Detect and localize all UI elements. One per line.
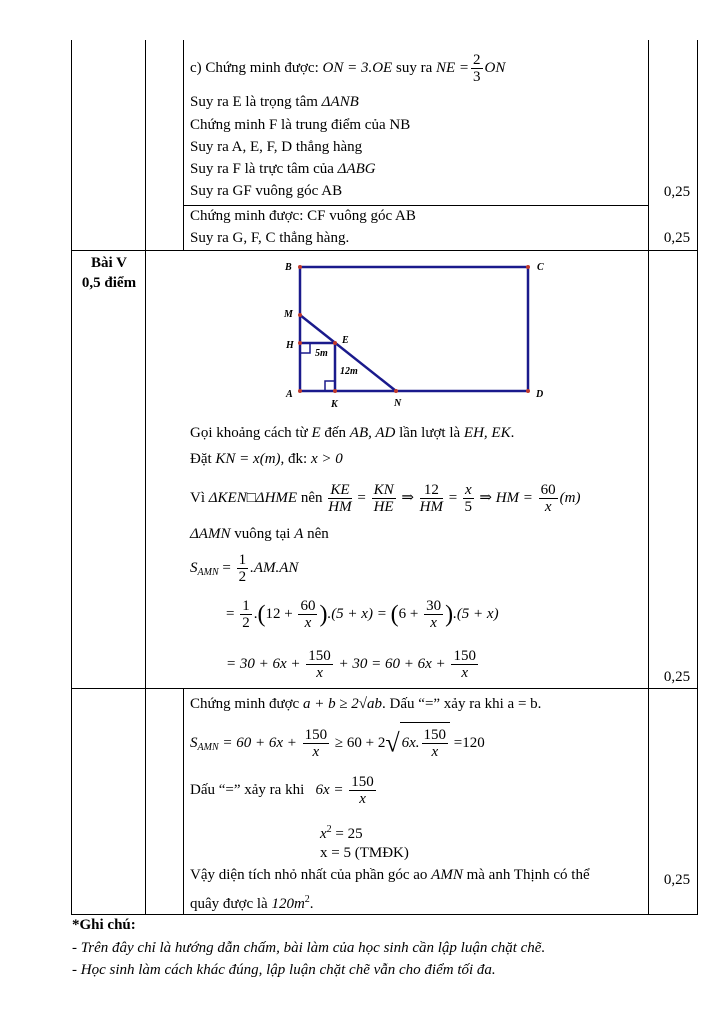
point-c: [526, 265, 530, 269]
label-a: A: [286, 389, 293, 400]
part-c-line8: Suy ra G, F, C thẳng hàng.: [190, 230, 350, 246]
part-c-line5: Suy ra F là trực tâm của ΔABG: [190, 161, 376, 177]
section-points: 0,5 điểm: [81, 275, 137, 291]
point-e: [333, 341, 337, 345]
last-line1: Chứng minh được a + b ≥ 2√ab. Dấu “=” xảy ra khi a = b.: [190, 696, 542, 712]
last-line2: $S_{AMN} = 60 + 6x$ + $\frac{150}{x}$ ≥ 60 + 2√ 6x. $\frac{150}{x}$ =120: [190, 722, 485, 768]
bai-v-p1: Gọi khoảng cách từ E đến AB, AD lần lượt là EH, EK.: [190, 425, 515, 441]
last-line5: x = 5 (TMĐK): [320, 845, 409, 861]
label-c: C: [537, 262, 544, 273]
point-n: [394, 389, 398, 393]
last-line4: $x^2 = 25$: [320, 824, 363, 842]
part-c-line2: Suy ra E là trọng tâm ΔANB: [190, 94, 359, 110]
label-12m: 12m: [340, 366, 358, 377]
last-line7: quây được là $120m^2$.: [190, 894, 314, 912]
right-angle-h: [300, 343, 310, 353]
geometry-figure: [270, 255, 570, 415]
bai-v-p3: Vì ΔKEN□ΔHME nên $\frac{KE}{HM}$ = $\frac{KN}{HE}$ ⇒ $\frac{12}{HM}$ = $\frac{x}{5}$ ⇒ HM = $\frac{60}{x}$ (m): [190, 482, 581, 516]
bai-v-p2: Đặt KN = x(m), đk: x > 0: [190, 451, 343, 467]
notes-title: *Ghi chú:: [72, 917, 136, 933]
part-c-line4: Suy ra A, E, F, D thẳng hàng: [190, 139, 363, 155]
point-h: [298, 341, 302, 345]
point-a: [298, 389, 302, 393]
fraction-two-thirds: $\frac{2}{3}$: [473, 52, 481, 85]
score-c1: 0,25: [663, 184, 691, 200]
label-b: B: [285, 262, 292, 273]
right-angle-k: [325, 381, 335, 391]
point-k: [333, 389, 337, 393]
area-formula-line2: = $\frac{1}{2}$ .(12 + $\frac{60}{x}$ ).(5 + x) = (6 + $\frac{30}{x}$ ).(5 + x): [226, 598, 499, 632]
label-k: K: [331, 399, 338, 410]
label-e: E: [342, 335, 349, 346]
part-c-line6: Suy ra GF vuông góc AB: [190, 183, 343, 199]
bai-v-p4: ΔAMN vuông tại A nên: [190, 526, 329, 542]
area-formula-line3: = 30 + 6x + $\frac{150}{x}$ + 30 = 60 + 6x + $\frac{150}{x}$: [226, 648, 476, 682]
note-1: - Trên đây chỉ là hướng dẫn chấm, bài làm của học sinh cần lập luận chặt chẽ.: [72, 940, 546, 956]
score-v1: 0,25: [663, 669, 691, 685]
score-final: 0,25: [663, 872, 691, 888]
label-m: M: [284, 309, 293, 320]
label-n: N: [394, 398, 402, 409]
label-h: H: [286, 340, 294, 351]
score-c2: 0,25: [663, 230, 691, 246]
section-title: Bài V: [91, 255, 127, 271]
part-c-line7: Chứng minh được: CF vuông góc AB: [190, 208, 416, 224]
last-line6: Vậy diện tích nhỏ nhất của phần góc ao AMN mà anh Thịnh có thể: [190, 867, 590, 883]
label-d: D: [536, 389, 544, 400]
part-c-line1: c) Chứng minh được: ON = 3.OE suy ra NE = $\frac{2}{3}$ ON: [190, 52, 506, 85]
note-2: - Học sinh làm cách khác đúng, lập luận chặt chẽ vẫn cho điểm tối đa.: [72, 962, 496, 978]
last-line3: Dấu “=” xảy ra khi 6x = $\frac{150}{x}$: [190, 774, 374, 808]
point-d: [526, 389, 530, 393]
point-b: [298, 265, 302, 269]
area-formula-line1: $S_{AMN}$ = $\frac{1}{2}$ .AM.AN: [190, 552, 299, 586]
point-m: [298, 313, 302, 317]
label-5m: 5m: [315, 348, 328, 359]
part-c-line3: Chứng minh F là trung điểm của NB: [190, 117, 411, 133]
